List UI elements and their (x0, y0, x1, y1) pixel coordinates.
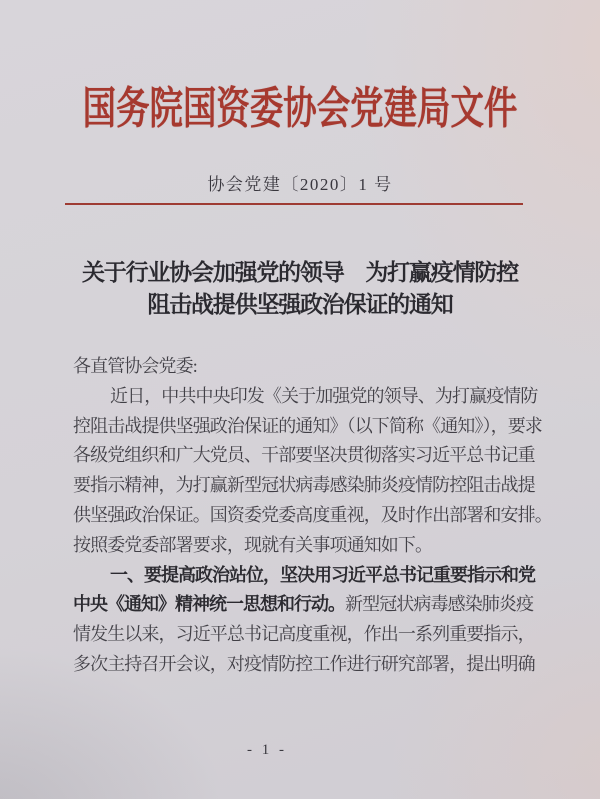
body-regular-fragment: 新型冠状病毒感染肺炎疫 (345, 594, 534, 615)
body-line: 多次主持召开会议，对疫情防控工作进行研究部署，提出明确 (73, 653, 535, 674)
body-line: 要指示精神，为打赢新型冠状病毒感染肺炎疫情防控阻击战提 (73, 475, 535, 496)
body-line-bold: 一、要提高政治站位，坚决用习近平总书记重要指示和党 (110, 564, 535, 585)
body-line: 控阻击战提供坚强政治保证的通知》（以下简称《通知》），要求 (73, 415, 542, 436)
body-line-mixed (73, 590, 543, 620)
body-line: 近日，中共中央印发《关于加强党的领导、为打赢疫情防 (110, 385, 538, 406)
document-title-line2: 阻击战提供坚强政治保证的通知 (147, 292, 453, 317)
body-line: 供坚强政治保证。国资委党委高度重视，及时作出部署和安排。 (73, 504, 552, 525)
document-body (73, 352, 552, 680)
body-line: 各级党组织和广大党员、干部要坚决贯彻落实习近平总书记重 (73, 445, 535, 466)
red-separator-line (65, 203, 523, 205)
document-title-line1: 关于行业协会加强党的领导 为打赢疫情防控 (81, 260, 518, 285)
red-header-banner (0, 72, 600, 136)
page-number: - 1 - (247, 742, 287, 758)
document-number: 协会党建〔2020〕1 号 (207, 175, 393, 194)
body-bold-fragment: 中央《通知》精神统一思想和行动。 (73, 594, 345, 615)
body-line: 情发生以来，习近平总书记高度重视，作出一系列重要指示， (73, 624, 535, 645)
body-line: 按照委党委部署要求，现就有关事项通知如下。 (73, 534, 433, 555)
issuing-agency-title: 国务院国资委协会党建局文件 (82, 84, 518, 133)
salutation: 各直管协会党委: (73, 356, 197, 376)
document-title (0, 257, 600, 321)
